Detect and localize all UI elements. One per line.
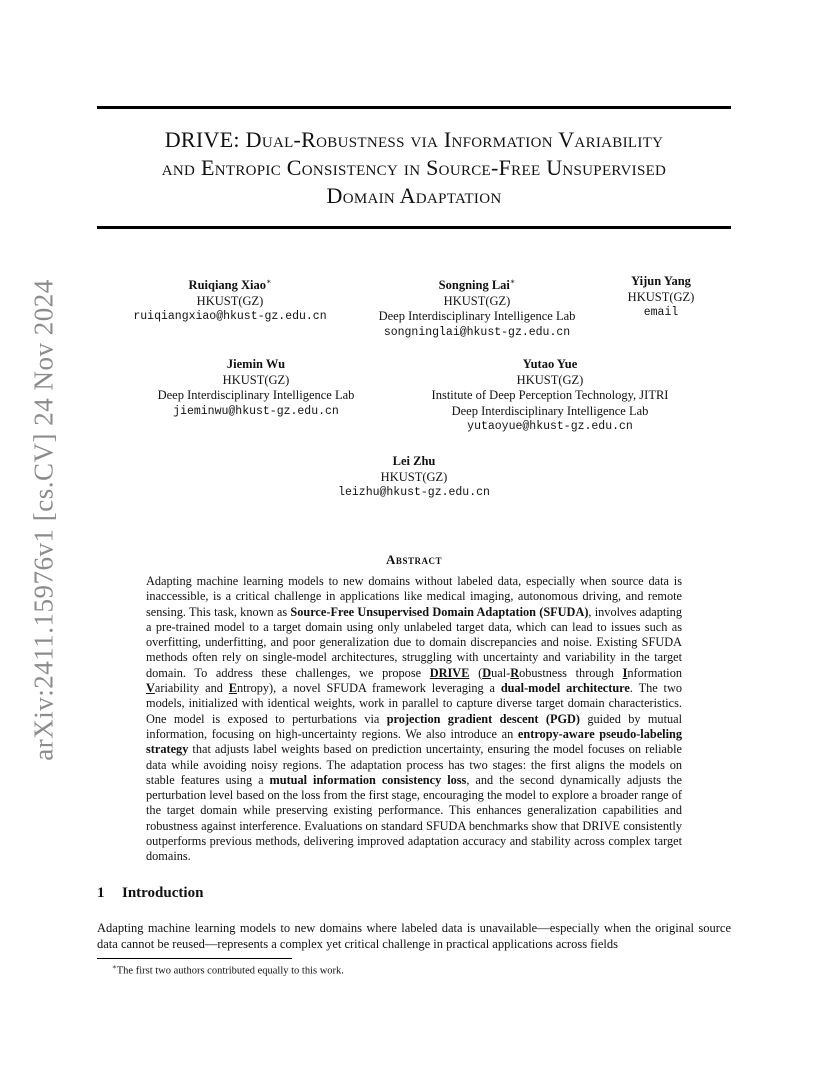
footnote-rule [97, 958, 292, 959]
author-name: Ruiqiang Xiao [188, 278, 267, 293]
footnote [112, 963, 344, 977]
title-line-1: DRIVE: Dual-Robustness via Information Variability [164, 127, 664, 152]
author-affiliation: HKUST(GZ) [627, 289, 695, 304]
author-affiliation: HKUST(GZ) [222, 372, 290, 387]
author-affiliation: HKUST(GZ) [516, 372, 584, 387]
footnote-text: The first two authors contributed equally to this work. [116, 965, 344, 977]
section-number: 1 [97, 885, 105, 901]
section-title: Introduction [122, 885, 204, 901]
abstract-text: ( [469, 665, 483, 680]
author-name: Songning Lai [438, 278, 510, 293]
abstract-emphasis: mutual information consistency loss [269, 772, 467, 787]
title-line-2: and Entropic Consistency in Source-Free Unsupervised [161, 155, 667, 180]
title-top-rule [97, 106, 731, 109]
abstract-text: . The two models, initialized with identical weights, work in parallel to capture diverse target domain characteristics. One model is exposed to perturbations via [146, 681, 682, 726]
abstract-emphasis: dual-model architecture [500, 681, 630, 696]
abstract-text: obustness through [519, 665, 623, 680]
author-affiliation: Deep Interdisciplinary Intelligence Lab [157, 388, 355, 402]
footnote-mark: ∗ [112, 963, 117, 971]
abstract-emphasis: E [228, 681, 237, 696]
author-block [379, 274, 576, 340]
abstract-text: ariability and [154, 681, 229, 696]
equal-contribution-mark: ∗ [509, 277, 516, 286]
abstract-emphasis: entropy-aware pseudo-labeling strategy [146, 726, 682, 757]
abstract-text: ntropy), a novel SFUDA framework leveraging a [236, 681, 501, 696]
abstract-emphasis: I [622, 665, 628, 680]
abstract-emphasis: D [482, 665, 492, 680]
author-email: ruiqiangxiao@hkust-gz.edu.cn [133, 310, 327, 324]
author-email: yutaoyue@hkust-gz.edu.cn [467, 420, 633, 433]
abstract-emphasis: V [146, 681, 155, 696]
abstract-emphasis: projection gradient descent (PGD) [386, 711, 581, 726]
equal-contribution-mark: ∗ [266, 277, 272, 286]
abstract-emphasis: Source-Free Unsupervised Domain Adaptation (SFUDA) [290, 604, 589, 619]
author-name: Lei Zhu [392, 454, 436, 468]
introduction-paragraph: Adapting machine learning models to new domains where labeled data is unavailable—especially when the original source data cannot be reused—represents a complex yet critical challenge in practical applications across fields [97, 921, 731, 951]
abstract-text: Adapting machine learning models to new domains without labeled data, especially when source data is inaccessible, is a critical challenge in applications like medical imaging, autonomous driving, and remote sensing. This task, known as [146, 574, 682, 619]
author-block [133, 274, 326, 325]
author-email: jieminwu@hkust-gz.edu.cn [173, 404, 339, 418]
author-affiliation: HKUST(GZ) [443, 293, 511, 308]
author-name: Jiemin Wu [226, 357, 286, 371]
author-email: leizhu@hkust-gz.edu.cn [338, 486, 490, 499]
abstract-text: ual- [491, 665, 511, 680]
abstract-emphasis: DRIVE [429, 665, 470, 680]
author-affiliation: Deep Interdisciplinary Intelligence Lab [451, 403, 649, 418]
author-email: email [643, 306, 679, 319]
author-affiliation: HKUST(GZ) [196, 293, 264, 308]
abstract-heading-text: Abstract [386, 552, 442, 567]
title-bottom-rule [97, 226, 731, 229]
abstract-text: , and the second dynamically adjusts the perturbation level based on the loss from the first stage, encouraging the model to explore a broader range of the target domain while preserving existing performance. This enhances generalization capabilities and robustness against interference. Evaluations on standard SFUDA benchmarks show that DRIVE consistently outperforms previous methods, delivering improved adaptation accuracy and stability across complex target domains. [146, 772, 682, 864]
author-affiliation: Deep Interdisciplinary Intelligence Lab [378, 309, 576, 324]
abstract-heading [0, 552, 828, 568]
abstract-text: , involves adapting a pre-trained model to a target domain using only unlabeled target data, which can lead to issues such as overfitting, underfitting, and poor generalization due to domain discrepancies and noise. Existing SFUDA methods often rely on single-model architectures, struggling with uncertainty and variability in the target domain. To address these challenges, we propose [146, 604, 682, 680]
author-affiliation: Institute of Deep Perception Technology, JITRI [431, 388, 669, 402]
author-email: songninglai@hkust-gz.edu.cn [383, 325, 571, 339]
title-line-3: Domain Adaptation [326, 183, 502, 208]
abstract-text: guided by mutual information, focusing on high-uncertainty regions. We also introduce an [146, 711, 683, 741]
author-block [338, 454, 490, 501]
abstract-body [146, 574, 682, 865]
author-affiliation: HKUST(GZ) [380, 469, 448, 484]
paper-title [97, 126, 731, 210]
author-block [158, 357, 355, 419]
author-block [432, 357, 669, 435]
abstract-text: that adjusts label weights based on prediction uncertainty, ensuring the model focuses on reliable data while avoiding noisy regions. The adaptation process has two stages: the first aligns the models on stable features using a [146, 742, 682, 787]
author-block [628, 274, 695, 321]
abstract-emphasis: R [510, 665, 520, 680]
author-name: Yijun Yang [631, 274, 691, 288]
section-heading-introduction [97, 885, 203, 902]
author-name: Yutao Yue [522, 357, 578, 371]
abstract-text: nformation [627, 665, 683, 680]
arxiv-identifier-stamp: arXiv:2411.15976v1 [cs.CV] 24 Nov 2024 [28, 279, 59, 761]
